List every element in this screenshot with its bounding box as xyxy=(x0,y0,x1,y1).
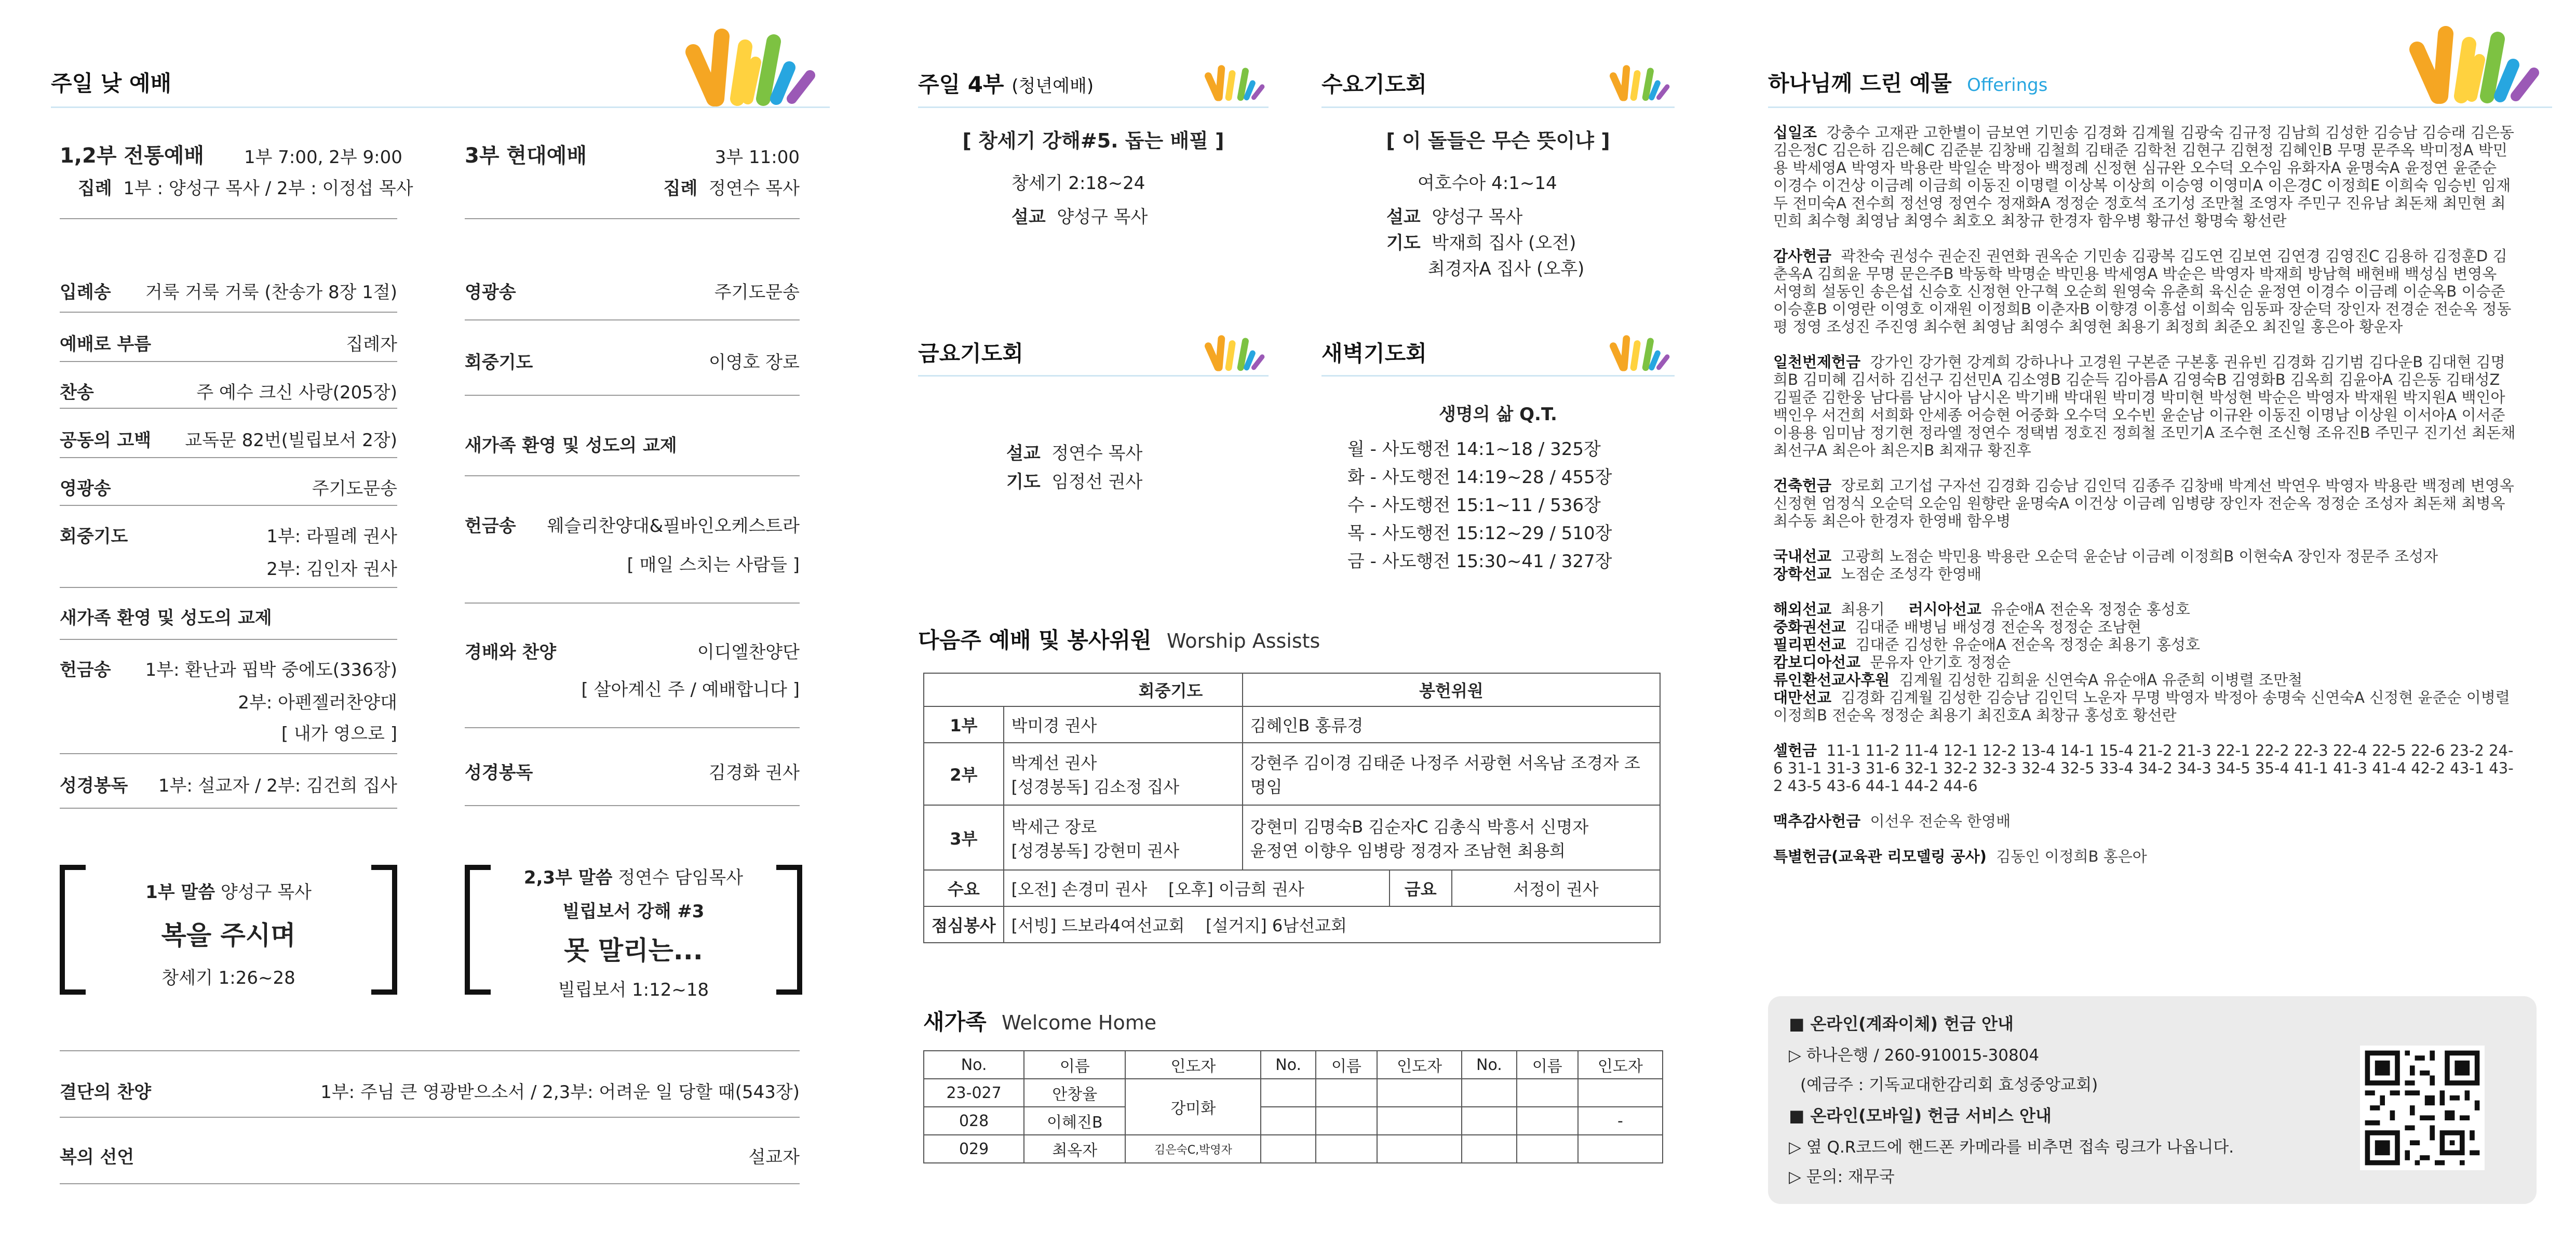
offerings-list: 십일조 강충수 고재관 고한별이 금보연 기민송 김경화 김계월 김광숙 김규정 김남희 김성한 김승남 김승래 김은동 김은정C 김은하 김은혜C 김준분 김창배 김철희 김태준 김학천 김현구 김현정 김혜인B 무명 문주옥 박미정A 박민용 박세영A 박영자 박용란 박일순 박정아 백정례 신정현 심규완 오수덕 오수임 유화자A 윤명숙A 윤정연 윤준순 이경수 이건상 이금례 이금희 이동진 이명렬 이상복 이상희 이승영 이영미A 이은경C 이정희E 이희숙 임승빈 임재두 전미숙A 전수희 정선영 정연수 정재화A 정정순 정호석 조기성 조만철 조영자 주민구 진유남 최돈채 최민현 최민희 최수형 최영남 최영수 최호오 최창규 한경자 함우병 황규선 황명숙 황선란 감사헌금 곽찬숙 권성수 권순진 권연화 권옥순 기민송 김광복 김도연 김보연 김연경 김영진C 김용하 김정훈D 김춘옥A 김희윤 무명 문은주B 박동학 박명순 박민용 박세영A 박순은 박영자 박재희 방남혁 배현배 백성심 변영옥 서영희 설동인 송은섭 신승호 신정현 안구혁 오순희 원영숙 유춘희 육신순 윤정연 이경수 이금례 이순옥B 이승준 이승훈B 이영란 이영호 이재원 이정희B 이춘자B 이향경 이흥섭 이희숙 임동파 장순덕 장인자 전경순 전순옥 정동평 정영 조성진 주진영 최수현 최영남 최영수 최영현 최용기 최정희 최준오 최진일 홍은아 황운자 일천번제헌금 강가인 강가현 강계희 강하나나 고경원 구본준 구본홍 권유빈 김경화 김기범 김다운B 김대현 김명희B 김미혜 김서하 김선구 김선민A 김소영B 김순득 김아름A 김영숙B 김영화B 김옥희 김윤아A 김은동 김태성Z 김필준 김한웅 남다름 남시아 남시온 박기배 박대원 박미경 박미현 박성현 박순은 박영자 박재원 박지원A 백인아 백인우 서건희 서희화 안세종 어승현 어중화 오수덕 오수빈 윤순남 이규완 이동진 이명남 이상원 이서아A 이서준 이용용 임미남 정기현 정라엘 정연수 정택범 정호진 정희철 조민기A 조수현 조신형 조유진B 주민구 진기선 최돈채 최선구A 최은아 최은지B 최재규 황진후 건축헌금 장로회 고기섭 구자선 김경화 김승남 김인덕 김종주 김창배 박계선 박연우 박영자 박용란 백정례 변영옥 신정현 엄정식 오순덕 오순임 원향란 윤명숙A 이건상 이금례 임병량 장인자 전순옥 정정순 조성자 최돈채 최병옥 최수동 최은아 한경자 한영배 함우병 국내선교 고광희 노점순 박민용 박용란 오순덕 윤순남 이금례 이정희B 이현숙A 장인자 정문주 조성자 장학선교 노점순 조성각 한영배 해외선교 최용기 러시아선교 유순애A 전순옥 정정순 홍성호 중화권선교 김대준 배병님 배성경 전순옥 정정순 조남현 필리핀선교 김대준 김성한 유순애A 전순옥 정정순 최용기 홍성호 캄보디아선교 문유자 안기호 정정순 류인환선교사후원 김계월 김성한 김희윤 신연숙A 유순애A 유준희 이병렬 조만철 대만선교 김경화 김계월 김성한 김승남 김인덕 노운자 무명 박영자 박정아 송명숙 신연숙A 신정현 윤준순 이병렬 이정희B 전순옥 정정순 최용기 최진호A 최창규 홍성호 황선란 셀헌금 11-1 11-2 11-4 12-1 12-2 13-4 14-1 15-4 21-2 21-3 22-1 22-2 22-3 22-4 22-5 22-6 23-2 24-6 31-1 31-3 31-6 32-1 32-2 32-3 32-4 32-5 33-4 34-2 34-3 34-5 35-4 41-1 41-3 41-4 42-2 43-1 43-2 43-5 43-6 44-1 44-2 44-6 맥추감사헌금 이선우 전순옥 한영배 특별헌금(교육관 리모델링 공사) 김동인 이정희B 홍은아 xyxy=(1773,124,2516,865)
order-item: 헌금송 1부: 환난과 핍박 중에도(336장) xyxy=(60,660,397,680)
sermon-label: 2,3부 말씀 xyxy=(523,867,613,888)
welcome-no: 028 xyxy=(924,1107,1024,1135)
sun4-lead: 설교 양성구 목사 xyxy=(1011,207,1148,227)
sun4-ref: 창세기 2:18~24 xyxy=(1011,173,1145,194)
church-logo-icon xyxy=(1205,332,1267,374)
sun4-sermon: [ 창세기 강해#5. 돕는 배필 ] xyxy=(962,129,1224,152)
info-qr-guide: ▷ 옆 Q.R코드에 핸드폰 카메라를 비추면 접속 링크가 나옵니다. xyxy=(1789,1138,2234,1157)
bracket-left xyxy=(465,865,491,995)
order-item-value3: [ 내가 영으로 ] xyxy=(281,724,397,744)
dawn-item: 수 - 사도행전 15:1~11 / 536장 xyxy=(1347,495,1601,516)
order-item-value2: [ 매일 스치는 사람들 ] xyxy=(627,555,800,576)
section-title-sun4: 주일 4부 (청년예배) xyxy=(918,72,1094,97)
welcome-no: 029 xyxy=(924,1135,1024,1163)
church-logo-icon xyxy=(1610,62,1672,104)
welcome-dash: - xyxy=(1578,1107,1663,1135)
assist-offering: 김혜인B 홍류경 xyxy=(1243,706,1660,743)
dawn-item: 목 - 사도행전 15:12~29 / 510장 xyxy=(1347,523,1612,544)
lead-label: 집례 xyxy=(663,178,698,199)
wed-sermon: [ 이 돌들은 무슨 뜻이냐 ] xyxy=(1386,129,1610,152)
service-12-name: 1,2부 전통예배 xyxy=(60,144,204,168)
order-item: 찬송 주 예수 크신 사랑(205장) xyxy=(60,382,397,403)
assist-prayer: 박계선 권사 [성경봉독] 김소정 집사 xyxy=(1004,743,1243,805)
dawn-theme: 생명의 삶 Q.T. xyxy=(1439,404,1557,425)
info-heading: ■ 온라인(모바일) 헌금 서비스 안내 xyxy=(1789,1106,2052,1126)
lead-value: 1부 : 양성구 목사 / 2부 : 이정섭 목사 xyxy=(123,178,413,199)
order-item: 새가족 환영 및 성도의 교제 xyxy=(60,608,272,628)
section-title-offerings: 하나님께 드린 예물 Offerings xyxy=(1768,71,2048,96)
assist-lunch: [서빙] 드보라4여선교회 [설거지] 6남선교회 xyxy=(1004,906,1660,943)
section-title-fri: 금요기도회 xyxy=(918,341,1023,366)
order-item-value2: 2부: 김인자 권사 xyxy=(266,559,397,580)
order-item: 입례송 거룩 거룩 거룩 (찬송가 8장 1절) xyxy=(60,282,397,303)
order-item: 회중기도 이영호 장로 xyxy=(465,352,800,373)
sermon-title: 복을 주시며 xyxy=(161,920,296,951)
info-account: ▷ 하나은행 / 260-910015-30804 xyxy=(1789,1046,2040,1065)
assist-prayer: 박미경 권사 xyxy=(1004,706,1243,743)
dawn-list xyxy=(1347,435,1612,576)
section-title-welcome: 새가족 Welcome Home xyxy=(923,1009,1157,1035)
sermon-preacher: 양성구 목사 xyxy=(220,882,312,903)
assist-fri-label: 금요 xyxy=(1390,870,1452,906)
service-3-lead xyxy=(649,174,800,199)
lead-value: 정연수 목사 xyxy=(708,178,800,199)
welcome-name: 최옥자 xyxy=(1024,1135,1125,1163)
order-item: 공동의 고백 교독문 82번(빌립보서 2장) xyxy=(60,430,397,451)
order-item-value2: 2부: 아펜젤러찬양대 xyxy=(238,692,397,713)
assist-lunch-label: 점심봉사 xyxy=(924,906,1004,943)
order-item: 성경봉독 1부: 설교자 / 2부: 김건희 집사 xyxy=(60,775,397,796)
info-holder: (예금주 : 기독교대한감리회 효성중앙교회) xyxy=(1800,1076,2098,1094)
order-item: 성경봉독 김경화 권사 xyxy=(465,762,800,783)
wed-prayer: 기도 박재희 집사 (오전) xyxy=(1386,233,1576,253)
bracket-right xyxy=(371,865,397,995)
welcome-table: No. 이름 인도자 No. 이름 인도자 No. 이름 인도자 23-027 안창율 강미화 028 이혜진B - 029 최옥자 김은숙C,박영자 xyxy=(923,1050,1663,1163)
order-item: 헌금송 웨슬리찬양대&필바인오케스트라 xyxy=(465,516,800,537)
closing-item: 결단의 찬양 1부: 주님 큰 영광받으소서 / 2,3부: 어려운 일 당할 때(543장) xyxy=(60,1082,800,1103)
online-offering-info xyxy=(1768,996,2537,1204)
welcome-name: 안창율 xyxy=(1024,1079,1125,1107)
assist-fri: 서정이 권사 xyxy=(1452,870,1660,906)
church-logo-icon xyxy=(685,26,820,109)
assist-header-prayer: 회중기도 xyxy=(1004,673,1243,706)
wed-ref: 여호수아 4:1~14 xyxy=(1418,173,1557,194)
assist-part: 2부 xyxy=(924,743,1004,805)
service-12-time: 1부 7:00, 2부 9:00 xyxy=(244,147,402,168)
dawn-item: 월 - 사도행전 14:1~18 / 325장 xyxy=(1347,439,1601,460)
assist-offering: 강현주 김이경 김태준 나정주 서광현 서옥남 조경자 조명임 xyxy=(1243,743,1660,805)
order-item: 영광송 주기도문송 xyxy=(60,478,397,499)
sermon-1 xyxy=(86,878,371,989)
order-item: 경배와 찬양 이디엘찬양단 xyxy=(465,642,800,663)
welcome-name: 이혜진B xyxy=(1024,1107,1125,1135)
dawn-item: 금 - 사도행전 15:30~41 / 327장 xyxy=(1347,551,1612,572)
info-contact: ▷ 문의: 재무국 xyxy=(1789,1168,1895,1186)
order-item: 영광송 주기도문송 xyxy=(465,282,800,303)
closing-item: 복의 선언 설교자 xyxy=(60,1147,800,1168)
assist-wed-label: 수요 xyxy=(924,870,1004,906)
sermon-preacher: 정연수 담임목사 xyxy=(618,867,744,888)
service-3-time: 3부 11:00 xyxy=(714,147,800,168)
wed-lead: 설교 양성구 목사 xyxy=(1386,207,1523,227)
fri-lead: 설교 정연수 목사 xyxy=(1006,443,1143,464)
page-title-sunday: 주일 낮 예배 xyxy=(51,71,172,96)
church-logo-icon xyxy=(1205,62,1267,104)
sermon-ref: 빌립보서 1:12~18 xyxy=(558,980,709,1000)
service-3-name: 3부 현대예배 xyxy=(465,144,587,168)
sermon-2 xyxy=(491,863,776,1001)
section-title-dawn: 새벽기도회 xyxy=(1321,341,1427,366)
welcome-no: 23-027 xyxy=(924,1079,1024,1107)
assist-table xyxy=(923,673,1661,943)
section-title-assist: 다음주 예배 및 봉사위원 Worship Assists xyxy=(918,627,1320,653)
sermon-series: 빌립보서 강해 #3 xyxy=(562,901,705,922)
assist-part: 3부 xyxy=(924,805,1004,870)
bracket-right xyxy=(776,865,802,995)
dawn-item: 화 - 사도행전 14:19~28 / 455장 xyxy=(1347,467,1612,488)
church-logo-icon xyxy=(2409,23,2544,106)
lead-label: 집례 xyxy=(78,178,112,199)
qr-code-icon[interactable] xyxy=(2360,1046,2485,1170)
welcome-guide: 김은숙C,박영자 xyxy=(1125,1135,1261,1163)
sermon-ref: 창세기 1:26~28 xyxy=(161,968,295,988)
church-logo-icon xyxy=(1610,332,1672,374)
assist-wed: [오전] 손경미 권사 [오후] 이금희 권사 xyxy=(1004,870,1390,906)
section-title-wed: 수요기도회 xyxy=(1321,72,1427,97)
order-item: 예배로 부름 집례자 xyxy=(60,334,397,355)
order-item: 새가족 환영 및 성도의 교제 xyxy=(465,435,677,456)
fri-prayer: 기도 임정선 권사 xyxy=(1006,472,1143,492)
assist-offering: 강현미 김명숙B 김순자C 김총식 박흥서 신명자 윤정연 이향우 임병랑 정경자 조남현 최용희 xyxy=(1243,805,1660,870)
bracket-left xyxy=(60,865,86,995)
wed-prayer2: 최경자A 집사 (오후) xyxy=(1428,259,1585,279)
sermon-label: 1부 말씀 xyxy=(145,882,215,903)
order-item: 회중기도 1부: 라필례 권사 xyxy=(60,526,397,547)
welcome-guide: 강미화 xyxy=(1125,1079,1261,1135)
order-item-value2: [ 살아계신 주 / 예배합니다 ] xyxy=(581,679,800,700)
assist-header-offering: 봉헌위원 xyxy=(1243,673,1660,706)
sermon-title: 못 말리는... xyxy=(564,935,703,966)
assist-prayer: 박세근 장로 [성경봉독] 강현미 권사 xyxy=(1004,805,1243,870)
assist-part: 1부 xyxy=(924,706,1004,743)
info-heading: ■ 온라인(계좌이체) 헌금 안내 xyxy=(1789,1014,2014,1034)
service-12-lead xyxy=(78,174,413,199)
